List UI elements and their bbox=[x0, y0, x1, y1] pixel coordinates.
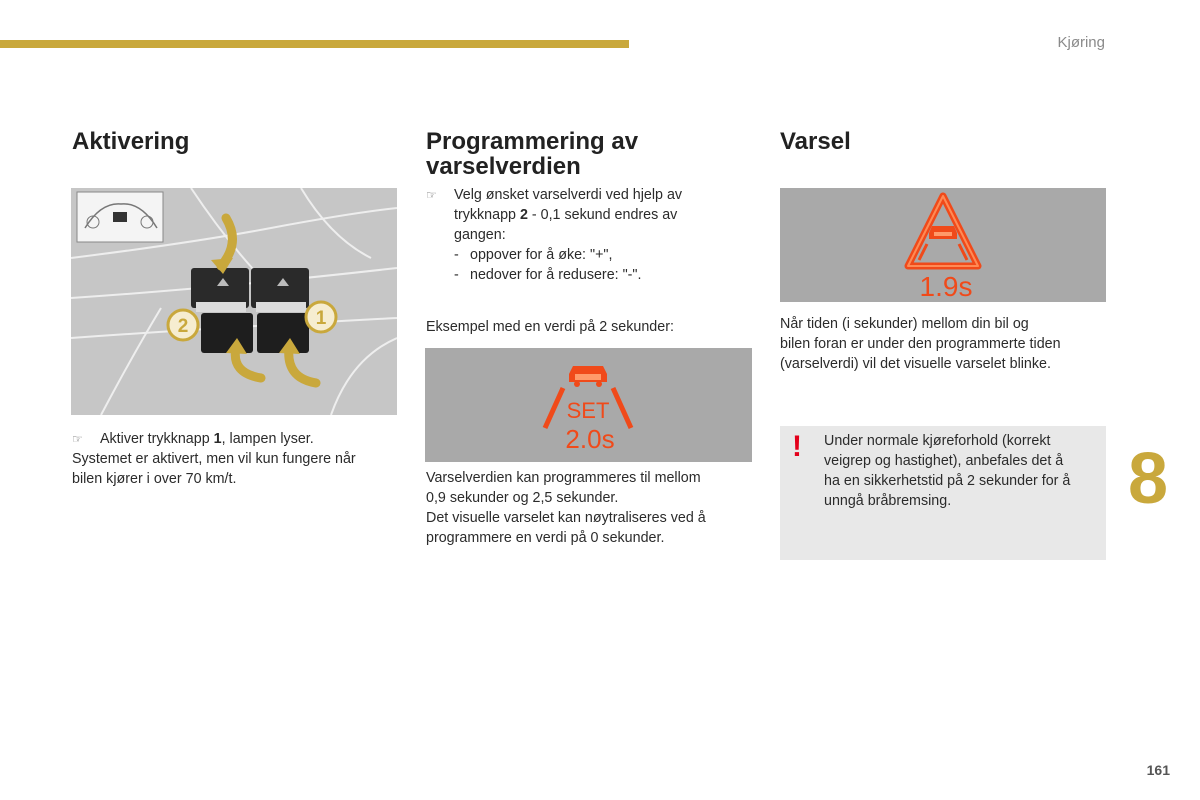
section-label: Kjøring bbox=[1057, 34, 1105, 51]
aktivering-text bbox=[72, 429, 392, 489]
step-marker-icon: ☞ bbox=[72, 432, 83, 446]
step-line3: gangen: bbox=[454, 227, 506, 243]
step-line2-pre: trykknapp bbox=[454, 207, 520, 223]
dash-item-decrease: nedover for å redusere: "-". bbox=[470, 267, 642, 283]
step-text-post: , lampen lyser. bbox=[221, 431, 314, 447]
warning-line2: veigrep og hastighet), anbefales det å bbox=[824, 453, 1064, 469]
aktivering-heading: Aktivering bbox=[72, 128, 190, 155]
aktivering-paragraph-line2: bilen kjører i over 70 km/t. bbox=[72, 471, 237, 487]
varsel-paragraph-line1: Når tiden (i sekunder) mellom din bil og bbox=[780, 316, 1029, 332]
varsel-paragraph-line2: bilen foran er under den programmerte tiden bbox=[780, 336, 1061, 352]
programmering-paragraph-line3: Det visuelle varselet kan nøytraliseres ved å bbox=[426, 510, 706, 526]
alert-display-illustration bbox=[780, 188, 1106, 302]
button-panel-drawing bbox=[71, 188, 397, 415]
page-number: 161 bbox=[1146, 762, 1170, 778]
alert-display-drawing bbox=[780, 188, 1106, 302]
programmering-heading-line2: varselverdien bbox=[426, 153, 581, 180]
programmering-heading bbox=[426, 129, 638, 179]
step-line2-button: 2 bbox=[519, 207, 528, 223]
step-button-number: 1 bbox=[213, 431, 222, 447]
programmering-heading-line1: Programmering av bbox=[426, 128, 639, 155]
step-marker-icon: ☞ bbox=[426, 188, 437, 202]
warning-line4: unngå bråbremsing. bbox=[824, 493, 952, 509]
programmering-paragraph bbox=[426, 468, 752, 548]
step-line2-post: - 0,1 sekund endres av bbox=[527, 207, 678, 223]
display-value-2s: 2.0s bbox=[565, 424, 615, 454]
button-panel-illustration bbox=[71, 188, 397, 415]
aktivering-paragraph-line1: Systemet er aktivert, men vil kun fungere når bbox=[72, 451, 356, 467]
step-text-pre: Aktiver trykknapp bbox=[100, 431, 214, 447]
header-accent-bar bbox=[0, 40, 629, 48]
warning-note-box bbox=[780, 426, 1106, 560]
set-display-illustration bbox=[425, 348, 752, 462]
programmering-paragraph-line1: Varselverdien kan programmeres til mellom bbox=[426, 470, 701, 486]
warning-line1: Under normale kjøreforhold (korrekt bbox=[824, 433, 1051, 449]
dash-item-increase: oppover for å øke: "+", bbox=[470, 247, 613, 263]
aktivering-step bbox=[72, 429, 392, 449]
programmering-steps: ☞ Velg ønsket varselverdi ved hjelp av trykknapp 2 - 0,1 sekund endres av gangen: - oppover for å øke: "+", - nedover for å redusere: "-". bbox=[426, 185, 752, 285]
varsel-heading: Varsel bbox=[780, 128, 851, 155]
programmering-paragraph-line2: 0,9 sekunder og 2,5 sekunder. bbox=[426, 490, 619, 506]
varsel-paragraph-line3: (varselverdi) vil det visuelle varselet blinke. bbox=[780, 356, 1051, 372]
display-value-1-9s: 1.9s bbox=[919, 271, 973, 302]
callout-2: 2 bbox=[177, 316, 189, 337]
callout-1: 1 bbox=[315, 308, 327, 329]
step-line1: Velg ønsket varselverdi ved hjelp av bbox=[454, 187, 683, 203]
warning-text bbox=[824, 431, 1100, 511]
chapter-number: 8 bbox=[1128, 439, 1169, 519]
example-label: Eksempel med en verdi på 2 sekunder: bbox=[426, 319, 674, 335]
warning-line3: ha en sikkerhetstid på 2 sekunder for å bbox=[824, 473, 1071, 489]
programmering-paragraph-line4: programmere en verdi på 0 sekunder. bbox=[426, 530, 665, 546]
varsel-paragraph bbox=[780, 314, 1106, 374]
set-display-drawing bbox=[425, 348, 752, 462]
display-set-label: SET bbox=[566, 398, 610, 423]
warning-exclamation-icon: ! bbox=[792, 430, 802, 463]
